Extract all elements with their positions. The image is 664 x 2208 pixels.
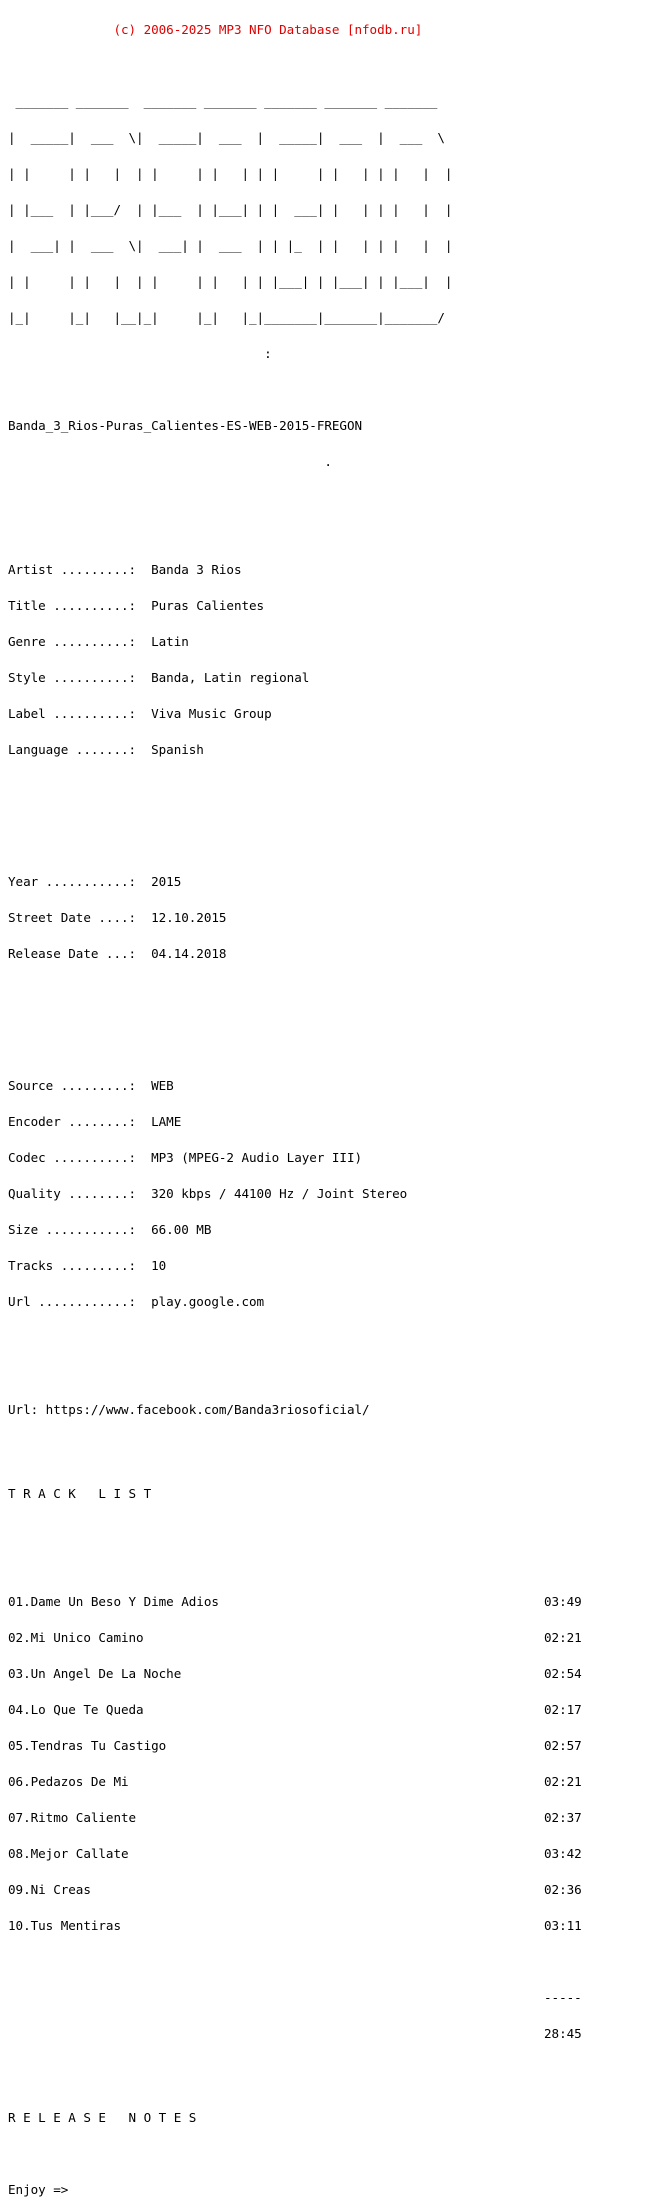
track-row — [8, 1846, 582, 1861]
track-time: 02:54 — [544, 1666, 582, 1681]
release-dot: . — [8, 454, 332, 469]
track-row — [8, 1738, 582, 1753]
track-row — [8, 1810, 582, 1825]
track-time: 02:21 — [544, 1630, 582, 1645]
ascii-logo — [8, 72, 452, 384]
release-name: Banda_3_Rios-Puras_Calientes-ES-WEB-2015-FREGON — [8, 418, 363, 433]
info-language: Language .......: Spanish — [8, 742, 204, 757]
track-time: 02:57 — [544, 1738, 582, 1753]
info-tracks: Tracks .........: 10 — [8, 1258, 167, 1273]
info-encoder: Encoder ........: LAME — [8, 1114, 182, 1129]
logo-line: | ___| | ___ \| ___| | ___ | | |_ | | | | | | | — [8, 238, 453, 253]
spacer — [8, 492, 452, 504]
total-separator-row — [8, 1990, 582, 2005]
total-time: 28:45 — [544, 2026, 582, 2041]
track-row — [8, 1666, 582, 1681]
track-title: 08.Mejor Callate — [8, 1846, 129, 1861]
track-title: 05.Tendras Tu Castigo — [8, 1738, 167, 1753]
track-row — [8, 1882, 582, 1897]
info-label: Label ..........: Viva Music Group — [8, 706, 272, 721]
total-time-row — [8, 2026, 582, 2041]
track-row — [8, 1918, 582, 1933]
spacer — [8, 2064, 452, 2076]
spacer — [8, 2148, 452, 2160]
info-codec: Codec ..........: MP3 (MPEG-2 Audio Layer III) — [8, 1150, 363, 1165]
logo-line: | |___ | |___/ | |___ | |___| | | ___| | | | | | | — [8, 202, 453, 217]
logo-line: | | | | | | | | | | | |___| | |___| | |___| | — [8, 274, 453, 289]
info-title: Title ..........: Puras Calientes — [8, 598, 265, 613]
info-group-dates — [8, 852, 452, 984]
track-time: 03:49 — [544, 1594, 582, 1609]
track-time: 02:21 — [544, 1774, 582, 1789]
facebook-url: Url: https://www.facebook.com/Banda3riosoficial/ — [8, 1402, 370, 1417]
info-group-technical — [8, 1056, 452, 1332]
info-url: Url ............: play.google.com — [8, 1294, 265, 1309]
track-list — [8, 1572, 582, 1956]
track-title: 04.Lo Que Te Queda — [8, 1702, 144, 1717]
track-row — [8, 1630, 582, 1645]
info-artist: Artist .........: Banda 3 Rios — [8, 562, 242, 577]
track-title: 06.Pedazos De Mi — [8, 1774, 129, 1789]
track-time: 02:36 — [544, 1882, 582, 1897]
logo-line: |_| |_| |__|_| |_| |_|_______|_______|_______/ — [8, 310, 453, 325]
tracklist-heading: T R A C K L I S T — [8, 1486, 152, 1501]
track-title: 07.Ritmo Caliente — [8, 1810, 137, 1825]
total-separator: ----- — [544, 1990, 582, 2005]
track-title: 09.Ni Creas — [8, 1882, 91, 1897]
track-time: 02:17 — [544, 1702, 582, 1717]
track-time: 03:11 — [544, 1918, 582, 1933]
track-title: 10.Tus Mentiras — [8, 1918, 121, 1933]
logo-line: | | | | | | | | | | | | | | | | | | | — [8, 166, 453, 181]
info-group-primary — [8, 540, 452, 780]
spacer — [8, 1440, 452, 1452]
track-time: 03:42 — [544, 1846, 582, 1861]
track-row — [8, 1594, 582, 1609]
spacer — [8, 1008, 452, 1020]
info-street-date: Street Date ....: 12.10.2015 — [8, 910, 227, 925]
track-title: 03.Un Angel De La Noche — [8, 1666, 182, 1681]
info-source: Source .........: WEB — [8, 1078, 174, 1093]
track-time: 02:37 — [544, 1810, 582, 1825]
info-size: Size ...........: 66.00 MB — [8, 1222, 212, 1237]
spacer — [8, 1356, 452, 1368]
spacer — [8, 804, 452, 816]
info-quality: Quality ........: 320 kbps / 44100 Hz / Joint Stereo — [8, 1186, 408, 1201]
info-genre: Genre ..........: Latin — [8, 634, 189, 649]
info-release-date: Release Date ...: 04.14.2018 — [8, 946, 227, 961]
spacer — [8, 1524, 452, 1536]
nfo-document — [8, 0, 582, 2208]
release-notes-heading: R E L E A S E N O T E S — [8, 2110, 197, 2125]
release-notes-text: Enjoy => — [8, 2182, 69, 2197]
track-row — [8, 1702, 582, 1717]
nfodb-header: (c) 2006-2025 MP3 NFO Database [nfodb.ru] — [8, 22, 423, 37]
info-year: Year ...........: 2015 — [8, 874, 182, 889]
track-title: 02.Mi Unico Camino — [8, 1630, 144, 1645]
track-row — [8, 1774, 582, 1789]
info-style: Style ..........: Banda, Latin regional — [8, 670, 310, 685]
logo-line: _______ _______ _______ _______ _______ _______ _______ — [8, 94, 438, 109]
track-title: 01.Dame Un Beso Y Dime Adios — [8, 1594, 219, 1609]
logo-line: | _____| ___ \| _____| ___ | _____| ___ | ___ \ — [8, 130, 445, 145]
logo-line: : — [8, 346, 272, 361]
